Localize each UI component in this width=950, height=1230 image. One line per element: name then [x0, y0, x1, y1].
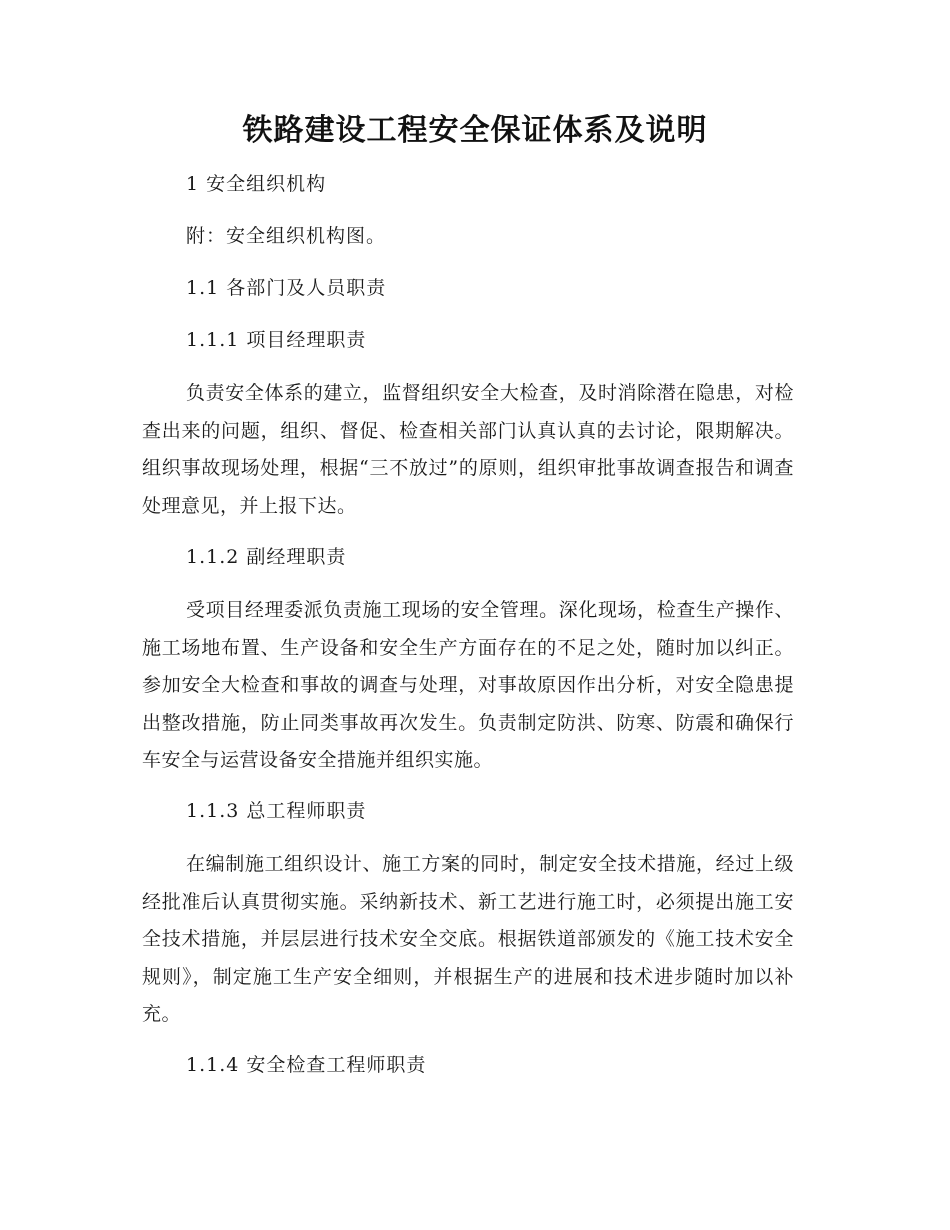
section-heading-1-1: 1.1 各部门及人员职责 — [186, 277, 387, 299]
section-heading-1: 1 安全组织机构 — [186, 173, 327, 195]
paragraph-deputy-manager: 受项目经理委派负责施工现场的安全管理。深化现场，检查生产操作、施工场地布置、生产设备和安全生产方面存在的不足之处，随时加以纠正。参加安全大检查和事故的调查与处理，对事故原因作出分析，对安全隐患提出整改措施，防止同类事故再次发生。负责制定防洪、防寒、防震和确保行车安全与运营设备安全措施并组织实施。 — [142, 599, 794, 771]
paragraph-chief-engineer: 在编制施工组织设计、施工方案的同时，制定安全技术措施，经过上级经批准后认真贯彻实施。采纳新技术、新工艺进行施工时，必须提出施工安全技术措施，并层层进行技术安全交底。根据铁道部颁发的《施工技术安全规则》，制定施工生产安全细则，并根据生产的进展和技术进步随时加以补充。 — [142, 853, 794, 1025]
appendix-note: 附：安全组织机构图。 — [186, 225, 387, 247]
section-heading-1-1-3: 1.1.3 总工程师职责 — [186, 800, 367, 822]
section-heading-1-1-4: 1.1.4 安全检查工程师职责 — [186, 1054, 427, 1076]
document-title: 铁路建设工程安全保证体系及说明 — [242, 113, 708, 148]
section-heading-1-1-2: 1.1.2 副经理职责 — [186, 546, 347, 568]
section-heading-1-1-1: 1.1.1 项目经理职责 — [186, 329, 367, 351]
paragraph-project-manager: 负责安全体系的建立，监督组织安全大检查，及时消除潜在隐患，对检查出来的问题，组织、督促、检查相关部门认真认真的去讨论，限期解决。组织事故现场处理，根据“三不放过”的原则，组织审批事故调查报告和调查处理意见，并上报下达。 — [142, 382, 794, 517]
